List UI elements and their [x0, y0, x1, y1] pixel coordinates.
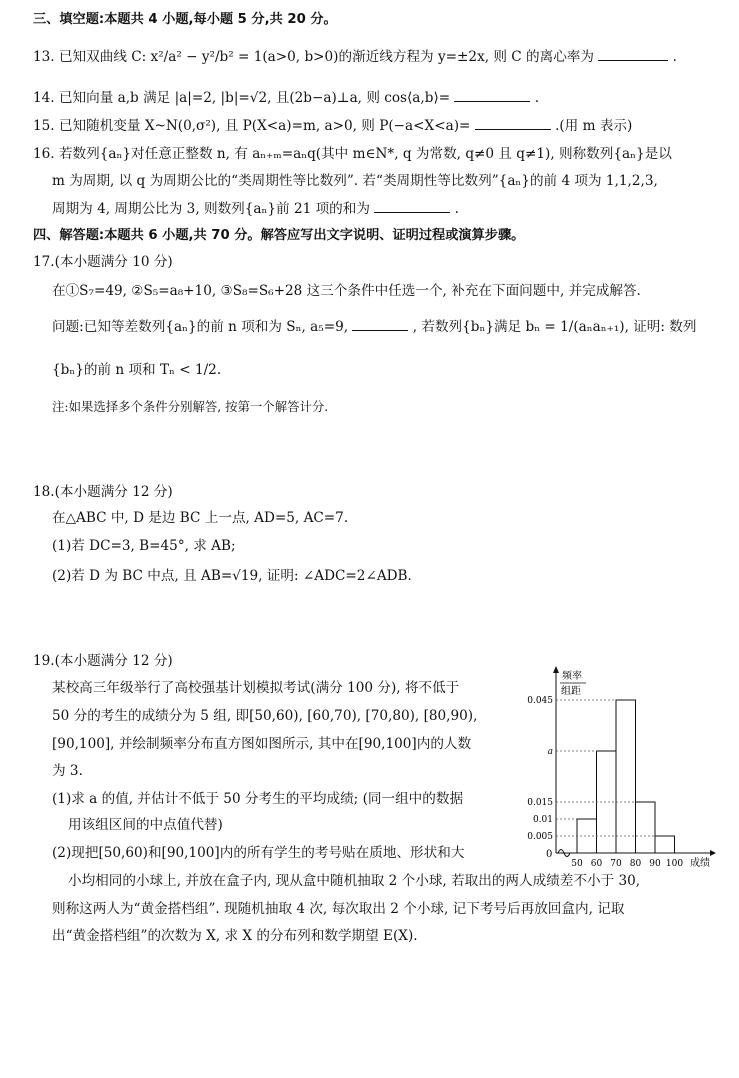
x-label: 成绩 [690, 858, 710, 868]
y-axis-arrow [553, 666, 559, 673]
q18-line-2: (1)若 DC=3, B=45°, 求 AB; [52, 538, 236, 554]
y-tick-label: 0.045 [527, 696, 553, 706]
q14-end: . [534, 90, 540, 106]
q19-line-1: 某校高三年级举行了高校强基计划模拟考试(满分 100 分), 将不低于 [52, 680, 460, 696]
q14-answer-blank[interactable] [454, 87, 530, 102]
y-tick-label: 0.01 [532, 815, 553, 825]
origin-label: 0 [546, 849, 553, 860]
y-label-bottom: 组距 [561, 686, 581, 697]
question-15 [33, 115, 632, 136]
q19-line-3: [90,100], 并绘制频率分布直方图如图所示, 其中在[90,100]内的人数 [52, 736, 472, 752]
q19-line-4: 为 3. [52, 763, 83, 779]
q19-part-1a: (1)求 a 的值, 并估计不低于 50 分考生的平均成绩; (同一组中的数据 [52, 791, 464, 807]
section4-heading: 四、解答题:本题共 6 小题,共 70 分。解答应写出文字说明、证明过程或演算步骤。 [33, 228, 525, 243]
x-tick-label: 70 [610, 859, 622, 868]
q16-end: . [454, 201, 459, 217]
q16-line-2: m 为周期, 以 q 为周期公比的“类周期性等比数列”. 若“类周期性等比数列”{aₙ}的前 4 项为 1,1,2,3, [52, 173, 658, 189]
q18-line-1: 在△ABC 中, D 是边 BC 上一点, AD=5, AC=7. [52, 510, 349, 526]
q19-part-2c: 则称这两人为“黄金搭档组”. 现随机抽取 4 次, 每次取出 2 个小球, 记下考号后再放回盒内, 记取 [52, 901, 625, 917]
histogram-bar [655, 836, 675, 853]
q15-end: .(用 m 表示) [555, 118, 633, 134]
q17-line-2a: 问题:已知等差数列{aₙ}的前 n 项和为 Sₙ, a₅=9, [52, 319, 349, 335]
q17-line-2 [52, 316, 697, 337]
q13-text: 13. 已知双曲线 C: x²/a² − y²/b² = 1(a>0, b>0)的渐近线方程为 y=±2x, 则 C 的离心率为 [33, 49, 594, 65]
question-14 [33, 87, 539, 108]
q17-line-3: {bₙ}的前 n 项和 Tₙ < 1/2. [52, 362, 222, 378]
x-tick-label: 60 [590, 859, 603, 868]
q13-end: . [672, 49, 677, 65]
q19-part-2d: 出“黄金搭档组”的次数为 X, 求 X 的分布列和数学期望 E(X). [52, 928, 418, 944]
y-tick-label: 0.015 [527, 798, 553, 808]
q18-title: 18.(本小题满分 12 分) [33, 484, 173, 500]
frequency-histogram [520, 663, 720, 868]
question-13 [33, 46, 677, 67]
q16-line-3 [52, 198, 459, 219]
section3-heading: 三、填空题:本题共 4 小题,每小题 5 分,共 20 分。 [33, 12, 337, 27]
q19-title: 19.(本小题满分 12 分) [33, 653, 173, 669]
x-tick-label: 90 [649, 859, 661, 868]
y-label-top: 频率 [562, 671, 582, 682]
q15-text: 15. 已知随机变量 X~N(0,σ²), 且 P(X<a)=m, a>0, 则 P(−a<X<a)= [33, 118, 471, 134]
histogram-bar [616, 700, 636, 853]
histogram-bar [636, 802, 656, 853]
q19-line-2: 50 分的考生的成绩分为 5 组, 即[50,60), [60,70), [70,80), [80,90), [52, 708, 478, 724]
x-tick-label: 100 [665, 859, 684, 868]
x-axis-arrow [710, 850, 716, 856]
q13-answer-blank[interactable] [598, 46, 668, 61]
q17-note: 注:如果选择多个条件分别解答, 按第一个解答计分. [52, 399, 329, 414]
q19-part-2a: (2)现把[50,60)和[90,100]内的所有学生的考号贴在质地、形状和大 [52, 845, 465, 861]
q17-condition-blank[interactable] [352, 316, 408, 331]
y-tick-label: 0.005 [527, 832, 553, 842]
q19-part-2b: 小均相同的小球上, 并放在盒子内, 现从盒中随机抽取 2 个小球, 若取出的两人成绩差不小于 30, [68, 873, 641, 889]
q14-text: 14. 已知向量 a,b 满足 |a|=2, |b|=√2, 且(2b−a)⊥a, 则 cos⟨a,b⟩= [33, 90, 451, 106]
q16-line-1: 16. 若数列{aₙ}对任意正整数 n, 有 aₙ₊ₘ=aₙq(其中 m∈N*, q 为常数, q≠0 且 q≠1), 则称数列{aₙ}是以 [33, 146, 672, 162]
q17-title: 17.(本小题满分 10 分) [33, 254, 173, 270]
q16-line-3-text: 周期为 4, 周期公比为 3, 则数列{aₙ}前 21 项的和为 [52, 201, 370, 217]
q17-line-2b: , 若数列{bₙ}满足 bₙ = 1/(aₙaₙ₊₁), 证明: 数列 [412, 319, 697, 335]
x-tick-label: 50 [571, 859, 583, 868]
x-tick-label: 80 [629, 859, 642, 868]
y-tick-label: a [547, 747, 553, 757]
q15-answer-blank[interactable] [475, 115, 551, 130]
q19-part-1b: 用该组区间的中点值代替) [68, 817, 223, 833]
q18-line-3: (2)若 D 为 BC 中点, 且 AB=√19, 证明: ∠ADC=2∠ADB. [52, 568, 412, 584]
q16-answer-blank[interactable] [374, 198, 450, 213]
q17-line-1: 在①S₇=49, ②S₅=a₈+10, ③S₈=S₆+28 这三个条件中任选一个, 补充在下面问题中, 并完成解答. [52, 283, 641, 299]
